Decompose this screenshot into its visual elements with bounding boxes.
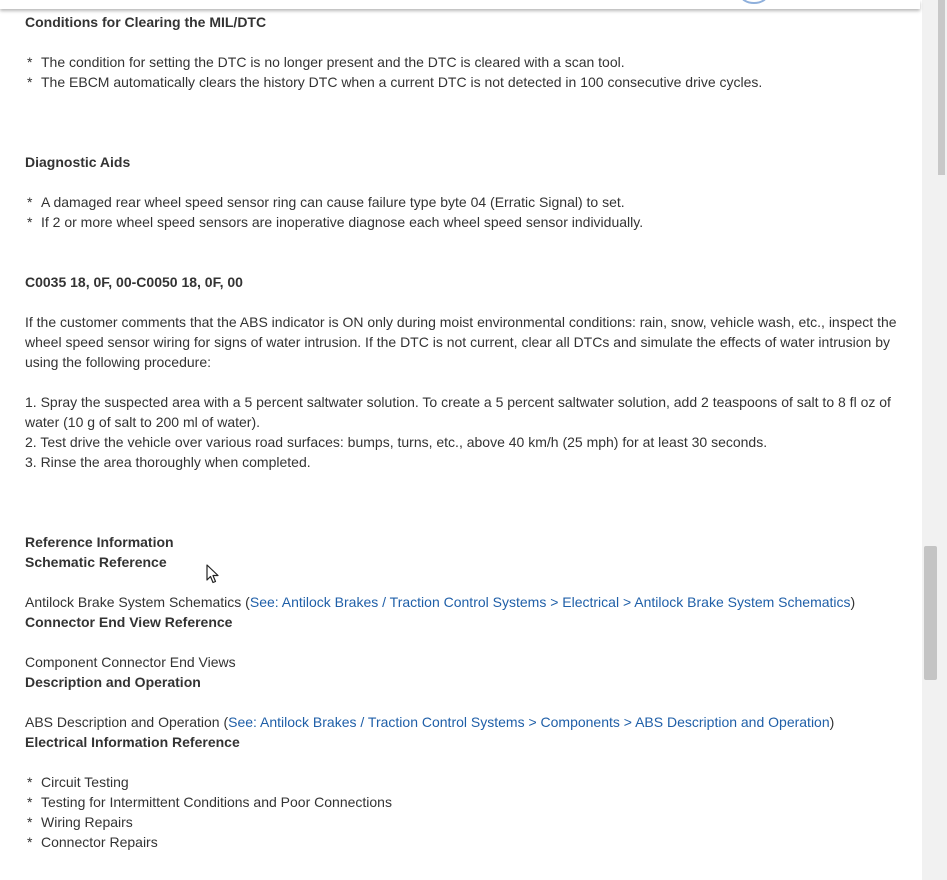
bullet-mark: * bbox=[27, 794, 33, 810]
electrical-reference-heading: Electrical Information Reference bbox=[25, 734, 240, 750]
reference-heading: Reference Information bbox=[25, 534, 174, 550]
list-item: * Wiring Repairs bbox=[27, 814, 133, 830]
list-item: * Testing for Intermittent Conditions and Poor Connections bbox=[27, 794, 392, 810]
description-reference-line: ABS Description and Operation (See: Antilock Brakes / Traction Control Systems > Components > ABS Description and Operation) bbox=[25, 714, 835, 730]
schematic-reference-line: Antilock Brake System Schematics (See: Antilock Brakes / Traction Control Systems > Electrical > Antilock Brake System Schematics) bbox=[25, 594, 856, 610]
schematic-reference-heading: Schematic Reference bbox=[25, 554, 167, 570]
list-item: * A damaged rear wheel speed sensor ring can cause failure type byte 04 (Erratic Signal) to set. bbox=[27, 194, 625, 210]
mouse-pointer-icon bbox=[206, 564, 220, 584]
list-item: * The condition for setting the DTC is no longer present and the DTC is cleared with a scan tool. bbox=[27, 54, 625, 70]
bullet-mark: * bbox=[27, 814, 33, 830]
bullet-mark: * bbox=[27, 774, 33, 790]
bullet-mark: * bbox=[27, 54, 33, 70]
description-operation-heading: Description and Operation bbox=[25, 674, 201, 690]
procedure-step: 1. Spray the suspected area with a 5 percent saltwater solution. To create a 5 percent saltwater solution, add 2 teaspoons of salt to 8 fl oz of water (10 g of salt to 200 ml of water). bbox=[25, 394, 891, 430]
connector-end-views-text: Component Connector End Views bbox=[25, 654, 236, 670]
bullet-mark: * bbox=[27, 214, 33, 230]
list-item: * Connector Repairs bbox=[27, 834, 158, 850]
moisture-paragraph: If the customer comments that the ABS indicator is ON only during moist environmental conditions: rain, snow, vehicle wash, etc., inspect the wheel speed sensor wiring for signs of water intrusion. If the DTC is not current, clear all DTCs and simulate the effects of water intrusion by using the following procedure: bbox=[25, 314, 897, 370]
list-item: * Circuit Testing bbox=[27, 774, 129, 790]
connector-reference-heading: Connector End View Reference bbox=[25, 614, 233, 630]
bullet-mark: * bbox=[27, 74, 33, 90]
bullet-mark: * bbox=[27, 834, 33, 850]
diagnostic-aids-heading: Diagnostic Aids bbox=[25, 154, 131, 170]
dtc-codes-heading: C0035 18, 0F, 00-C0050 18, 0F, 00 bbox=[25, 274, 243, 290]
outer-scrollbar-thumb[interactable] bbox=[938, 0, 945, 175]
procedure-step: 3. Rinse the area thoroughly when completed. bbox=[25, 454, 311, 470]
top-toolbar bbox=[0, 0, 920, 9]
clearing-heading: Conditions for Clearing the MIL/DTC bbox=[25, 14, 267, 30]
list-item: * The EBCM automatically clears the history DTC when a current DTC is not detected in 100 consecutive drive cycles. bbox=[27, 74, 763, 90]
bullet-mark: * bbox=[27, 194, 33, 210]
document-content bbox=[25, 12, 915, 852]
procedure-step: 2. Test drive the vehicle over various road surfaces: bumps, turns, etc., above 40 km/h (25 mph) for at least 30 seconds. bbox=[25, 434, 768, 450]
scrollbar-thumb[interactable] bbox=[924, 546, 937, 680]
toolbar-circle-icon[interactable] bbox=[740, 0, 768, 4]
list-item: * If 2 or more wheel speed sensors are inoperative diagnose each wheel speed sensor individually. bbox=[27, 214, 644, 230]
abs-description-link[interactable]: See: Antilock Brakes / Traction Control Systems > Components > ABS Description and Operation bbox=[228, 714, 830, 730]
schematics-link[interactable]: See: Antilock Brakes / Traction Control Systems > Electrical > Antilock Brake System Schematics bbox=[249, 594, 851, 610]
